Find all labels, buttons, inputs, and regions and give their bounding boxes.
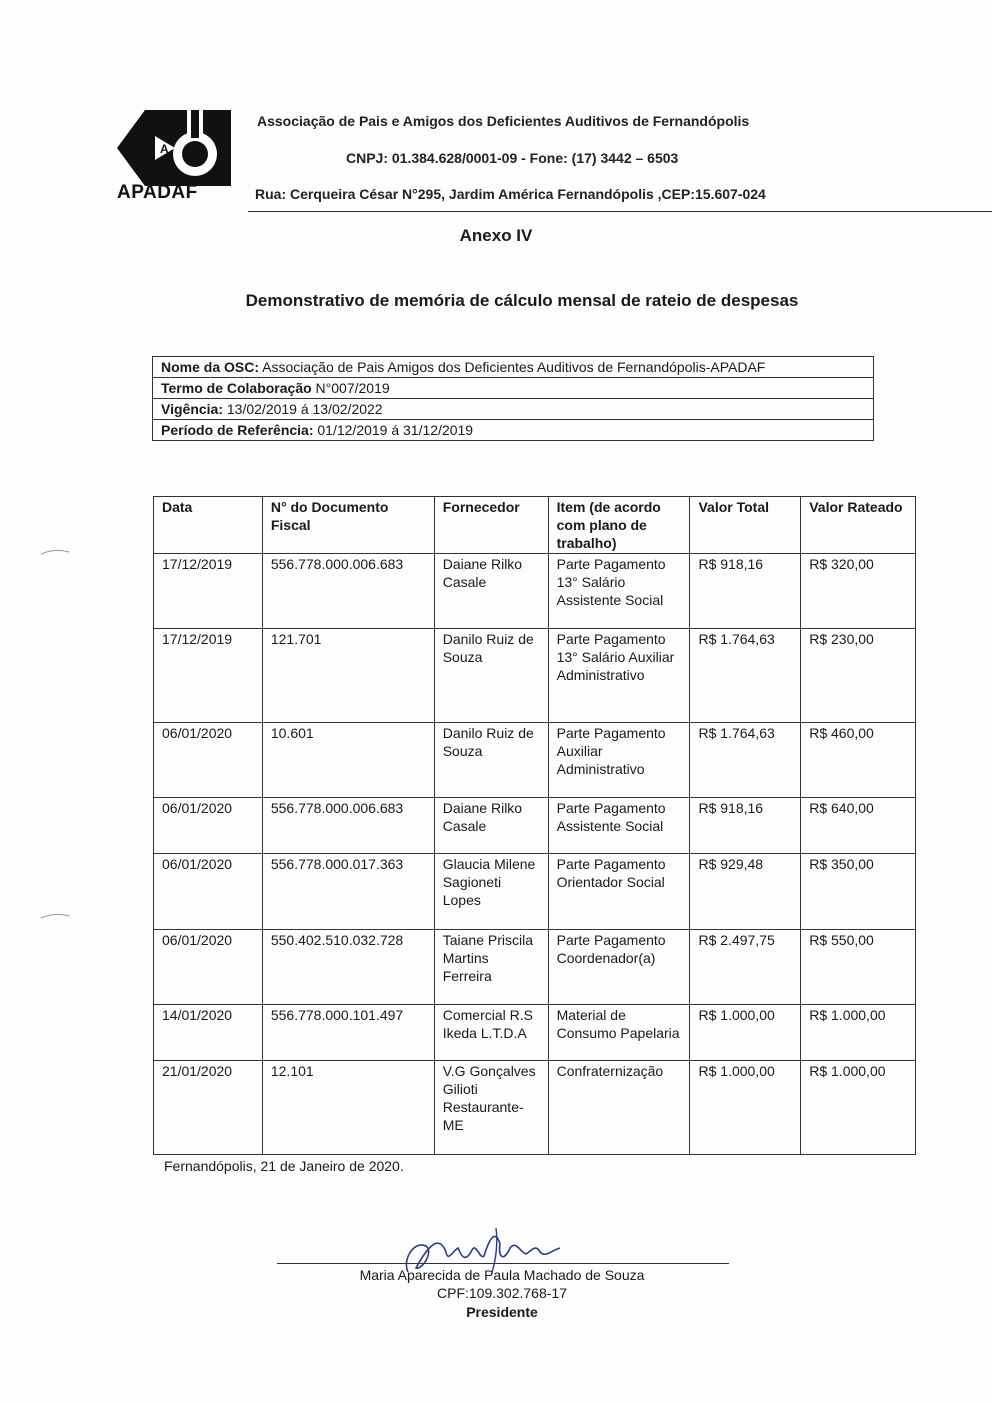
cell-valor-total: R$ 918,16 — [690, 798, 801, 854]
cell-valor-rateado: R$ 460,00 — [801, 723, 916, 798]
table-header-row — [154, 497, 916, 554]
cell-valor-rateado: R$ 640,00 — [801, 798, 916, 854]
cell-fornecedor: Danilo Ruiz de Souza — [434, 629, 548, 723]
header-rule — [248, 211, 992, 212]
table-row — [154, 930, 916, 1005]
table-row — [154, 1061, 916, 1155]
cell-fornecedor: Taiane Priscila Martins Ferreira — [434, 930, 548, 1005]
cell-valor-total: R$ 2.497,75 — [690, 930, 801, 1005]
cell-fornecedor: V.G Gonçalves Gilioti Restaurante-ME — [434, 1061, 548, 1155]
osc-info-box — [152, 356, 874, 441]
col-header-data: Data — [154, 497, 263, 554]
termo-value: N°007/2019 — [311, 380, 390, 396]
cell-valor-total: R$ 929,48 — [690, 854, 801, 930]
table-row — [154, 1005, 916, 1061]
termo-row — [153, 378, 873, 399]
table-row — [154, 798, 916, 854]
cell-data: 06/01/2020 — [154, 798, 263, 854]
cell-documento: 556.778.000.006.683 — [262, 798, 434, 854]
cell-valor-rateado: R$ 1.000,00 — [801, 1005, 916, 1061]
signatory-cpf: CPF:109.302.768-17 — [437, 1285, 567, 1301]
vigencia-value: 13/02/2019 á 13/02/2022 — [223, 401, 383, 417]
document-title: Demonstrativo de memória de cálculo mensal de rateio de despesas — [245, 291, 799, 310]
table-row — [154, 554, 916, 629]
col-header-fornecedor: Fornecedor — [434, 497, 548, 554]
letterhead — [115, 100, 915, 220]
expense-table — [153, 496, 916, 1155]
svg-text:A: A — [160, 142, 169, 156]
cell-item: Parte Pagamento 13° Salário Auxiliar Administrativo — [548, 629, 690, 723]
cell-item: Parte Pagamento 13° Salário Assistente Social — [548, 554, 690, 629]
cell-documento: 550.402.510.032.728 — [262, 930, 434, 1005]
cell-fornecedor: Comercial R.S Ikeda L.T.D.A — [434, 1005, 548, 1061]
signatory-role: Presidente — [466, 1304, 538, 1320]
address-line: Rua: Cerqueira César N°295, Jardim América Fernandópolis ,CEP:15.607-024 — [255, 186, 766, 202]
cell-valor-total: R$ 1.000,00 — [690, 1005, 801, 1061]
vigencia-label: Vigência: — [161, 401, 223, 417]
cell-fornecedor: Glaucia Milene Sagioneti Lopes — [434, 854, 548, 930]
place-date: Fernandópolis, 21 de Janeiro de 2020. — [164, 1158, 404, 1174]
cell-valor-total: R$ 918,16 — [690, 554, 801, 629]
cell-valor-total: R$ 1.764,63 — [690, 723, 801, 798]
table-row — [154, 854, 916, 930]
cell-item: Parte Pagamento Coordenador(a) — [548, 930, 690, 1005]
cell-item: Parte Pagamento Assistente Social — [548, 798, 690, 854]
vigencia-row — [153, 399, 873, 420]
col-header-item: Item (de acordo com plano de trabalho) — [548, 497, 690, 554]
cell-data: 17/12/2019 — [154, 629, 263, 723]
cell-data: 14/01/2020 — [154, 1005, 263, 1061]
cell-fornecedor: Daiane Rilko Casale — [434, 554, 548, 629]
col-header-valor-total: Valor Total — [690, 497, 801, 554]
punch-mark — [40, 546, 70, 558]
cell-data: 21/01/2020 — [154, 1061, 263, 1155]
periodo-row — [153, 420, 873, 440]
periodo-label: Período de Referência: — [161, 422, 314, 438]
cell-item: Parte Pagamento Orientador Social — [548, 854, 690, 930]
osc-name-row — [153, 357, 873, 378]
cell-data: 06/01/2020 — [154, 930, 263, 1005]
cell-valor-rateado: R$ 1.000,00 — [801, 1061, 916, 1155]
org-name: Associação de Pais e Amigos dos Deficientes Auditivos de Fernandópolis — [257, 113, 750, 129]
cell-item: Confraternização — [548, 1061, 690, 1155]
cell-valor-rateado: R$ 230,00 — [801, 629, 916, 723]
termo-label: Termo de Colaboração — [161, 380, 312, 396]
punch-mark — [40, 910, 70, 922]
cell-fornecedor: Daiane Rilko Casale — [434, 798, 548, 854]
cell-valor-rateado: R$ 320,00 — [801, 554, 916, 629]
cell-item: Parte Pagamento Auxiliar Administrativo — [548, 723, 690, 798]
signatory-name: Maria Aparecida de Paula Machado de Souza — [359, 1267, 645, 1283]
cell-documento: 556.778.000.017.363 — [262, 854, 434, 930]
periodo-value: 01/12/2019 á 31/12/2019 — [313, 422, 474, 438]
cnpj-line: CNPJ: 01.384.628/0001-09 - Fone: (17) 3442 – 6503 — [346, 150, 679, 166]
cell-valor-total: R$ 1.000,00 — [690, 1061, 801, 1155]
cell-valor-rateado: R$ 550,00 — [801, 930, 916, 1005]
cell-documento: 121.701 — [262, 629, 434, 723]
signature-line — [277, 1263, 729, 1264]
osc-name-label: Nome da OSC: — [161, 359, 260, 375]
cell-documento: 556.778.000.006.683 — [262, 554, 434, 629]
logo-text: APADAF — [117, 182, 198, 203]
annex-label: Anexo IV — [459, 226, 533, 245]
cell-documento: 556.778.000.101.497 — [262, 1005, 434, 1061]
col-header-documento: N° do Documento Fiscal — [262, 497, 434, 554]
osc-name-value: Associação de Pais Amigos dos Deficientes Auditivos de Fernandópolis-APADAF — [259, 359, 766, 375]
cell-item: Material de Consumo Papelaria — [548, 1005, 690, 1061]
cell-documento: 10.601 — [262, 723, 434, 798]
cell-fornecedor: Danilo Ruiz de Souza — [434, 723, 548, 798]
table-row — [154, 629, 916, 723]
cell-data: 17/12/2019 — [154, 554, 263, 629]
col-header-valor-rateado: Valor Rateado — [801, 497, 916, 554]
cell-data: 06/01/2020 — [154, 854, 263, 930]
cell-data: 06/01/2020 — [154, 723, 263, 798]
cell-valor-rateado: R$ 350,00 — [801, 854, 916, 930]
cell-valor-total: R$ 1.764,63 — [690, 629, 801, 723]
table-row — [154, 723, 916, 798]
cell-documento: 12.101 — [262, 1061, 434, 1155]
